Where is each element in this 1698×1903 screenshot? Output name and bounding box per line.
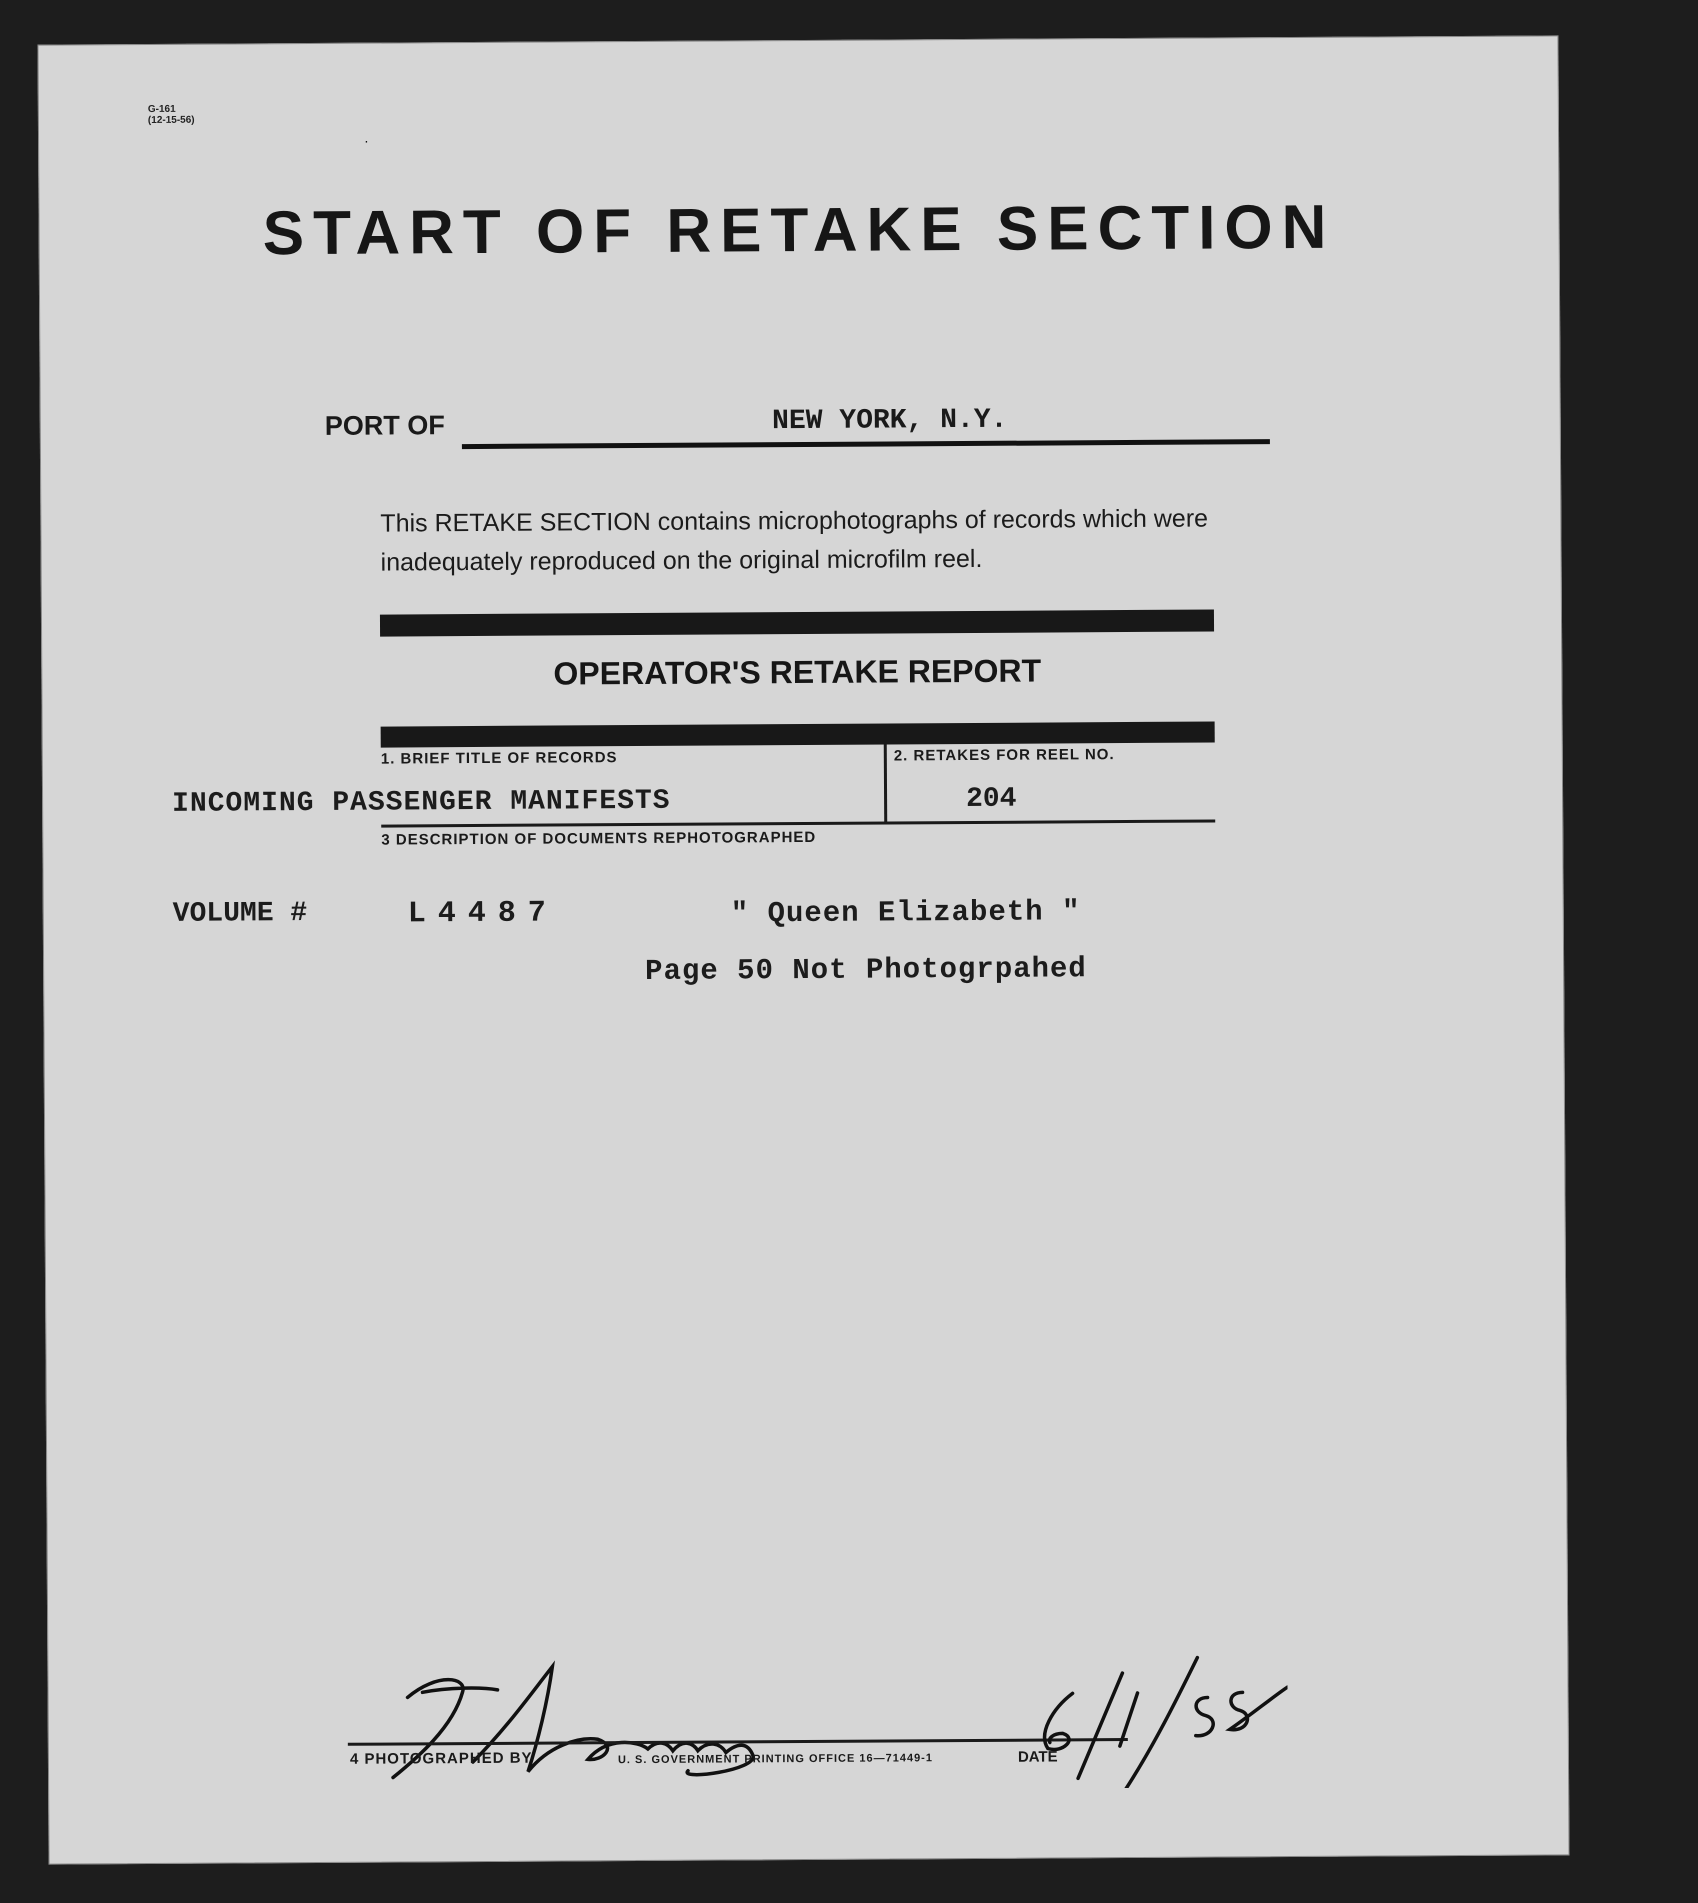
port-underline (462, 439, 1270, 449)
field-description-label: 3 DESCRIPTION OF DOCUMENTS REPHOTOGRAPHED (381, 828, 817, 849)
printer-imprint: U. S. GOVERNMENT PRINTING OFFICE 16—71449-1 (617, 1752, 933, 1767)
field-reel-label: 2. RETAKES FOR REEL NO. (893, 746, 1115, 765)
intro-line-2: inadequately reproduced on the original microfilm reel. (380, 544, 983, 577)
ink-speck: · (363, 132, 369, 149)
form-number-date: (12-15-56) (147, 114, 195, 126)
retake-note: Page 50 Not Photogrpahed (645, 952, 1087, 988)
photographed-by-label: 4 PHOTOGRAPHED BY (349, 1749, 533, 1768)
ship-name: " Queen Elizabeth " (730, 895, 1081, 931)
date-label: DATE (1017, 1748, 1058, 1766)
volume-number: L4487 (407, 896, 558, 932)
divider-bar-bottom (381, 721, 1215, 747)
volume-label: VOLUME # (172, 898, 308, 930)
intro-text (380, 499, 1280, 582)
form-number-code: G-161 (147, 103, 176, 115)
field-underline (381, 819, 1215, 827)
form-number (148, 104, 195, 126)
intro-line-1: This RETAKE SECTION contains microphotographs of records which were (380, 504, 1209, 538)
page-title: START OF RETAKE SECTION (262, 192, 1336, 269)
field-title-label: 1. BRIEF TITLE OF RECORDS (380, 749, 618, 768)
field-divider (884, 744, 887, 824)
port-label: PORT OF (324, 410, 445, 441)
records-title-value: INCOMING PASSENGER MANIFESTS (172, 785, 671, 820)
reel-number-value: 204 (965, 783, 1017, 816)
divider-bar-top (380, 609, 1214, 636)
port-value: NEW YORK, N.Y. (772, 404, 1008, 438)
handwritten-date (1007, 1637, 1288, 1789)
form-sheet (37, 35, 1569, 1864)
report-title: OPERATOR'S RETAKE REPORT (553, 652, 1042, 692)
